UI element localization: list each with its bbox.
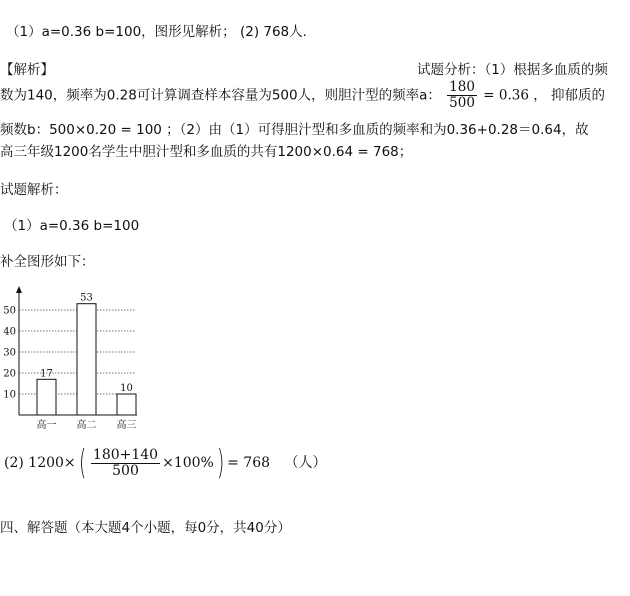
y-tick-label: 20 [3, 368, 16, 380]
fraction-a-numerator: 180 [449, 79, 475, 95]
data-label: 10 [120, 383, 133, 394]
y-axis-arrow [16, 286, 22, 293]
formula-2 [4, 443, 327, 483]
analysis-line-2-after: ， 抑郁质的 [533, 87, 606, 104]
x-tick-label: 高一 [36, 420, 57, 431]
answer-line: （1）a=0.36 b=100，图形见解析； (2) 768人. [6, 24, 307, 40]
analysis-line-2 [0, 80, 605, 111]
section-4-heading: 四、解答题（本大题4个小题，每0分，共40分） [0, 520, 291, 536]
fraction-2 [91, 448, 160, 479]
right-paren: ) [216, 443, 225, 483]
solution-part1: （1）a=0.36 b=100 [4, 218, 140, 234]
bar [37, 379, 56, 415]
solution-title: 试题解析： [0, 182, 68, 198]
y-tick-label: 30 [3, 347, 16, 359]
data-label: 53 [80, 292, 93, 304]
fraction-2-numerator: 180+140 [92, 446, 159, 463]
fill-graph-text: 补全图形如下： [0, 254, 95, 270]
formula-2-result: = 768 [227, 455, 271, 471]
x-tick-label: 高二 [76, 420, 97, 431]
formula-2-unit: （人） [284, 455, 327, 471]
bar [117, 394, 136, 415]
analysis-intro: 试题分析：（1）根据多血质的频 [417, 62, 608, 78]
bar [77, 304, 96, 415]
y-tick-label: 10 [3, 389, 16, 401]
fraction-2-denominator: 500 [112, 462, 139, 479]
analysis-line-2-before: 数为140，频率为0.28可计算调查样本容量为500人，则胆汁型的频率a： [0, 87, 441, 104]
analysis-line-4: 高三年级1200名学生中胆汁型和多血质的共有1200×0.64 = 768； [0, 144, 413, 160]
formula-2-prefix: (2) 1200× [4, 455, 76, 471]
analysis-line-3: 频数b：500×0.20 = 100 ；（2）由（1）可得胆汁型和多血质的频率和为0.36+0.28＝0.64，故 [0, 122, 589, 138]
y-tick-label: 40 [3, 326, 16, 338]
x-tick-label: 高三 [116, 420, 137, 431]
fraction-a-denominator: 500 [449, 95, 475, 111]
left-paren: ( [78, 443, 86, 483]
bar-chart [0, 282, 140, 432]
data-label: 17 [40, 368, 53, 380]
fraction-a-result: = 0.36 [483, 87, 529, 104]
y-tick-label: 50 [3, 305, 16, 317]
analysis-title: 【解析】 [0, 62, 54, 78]
formula-2-percent: ×100% [162, 455, 214, 471]
fraction-a [447, 80, 477, 111]
